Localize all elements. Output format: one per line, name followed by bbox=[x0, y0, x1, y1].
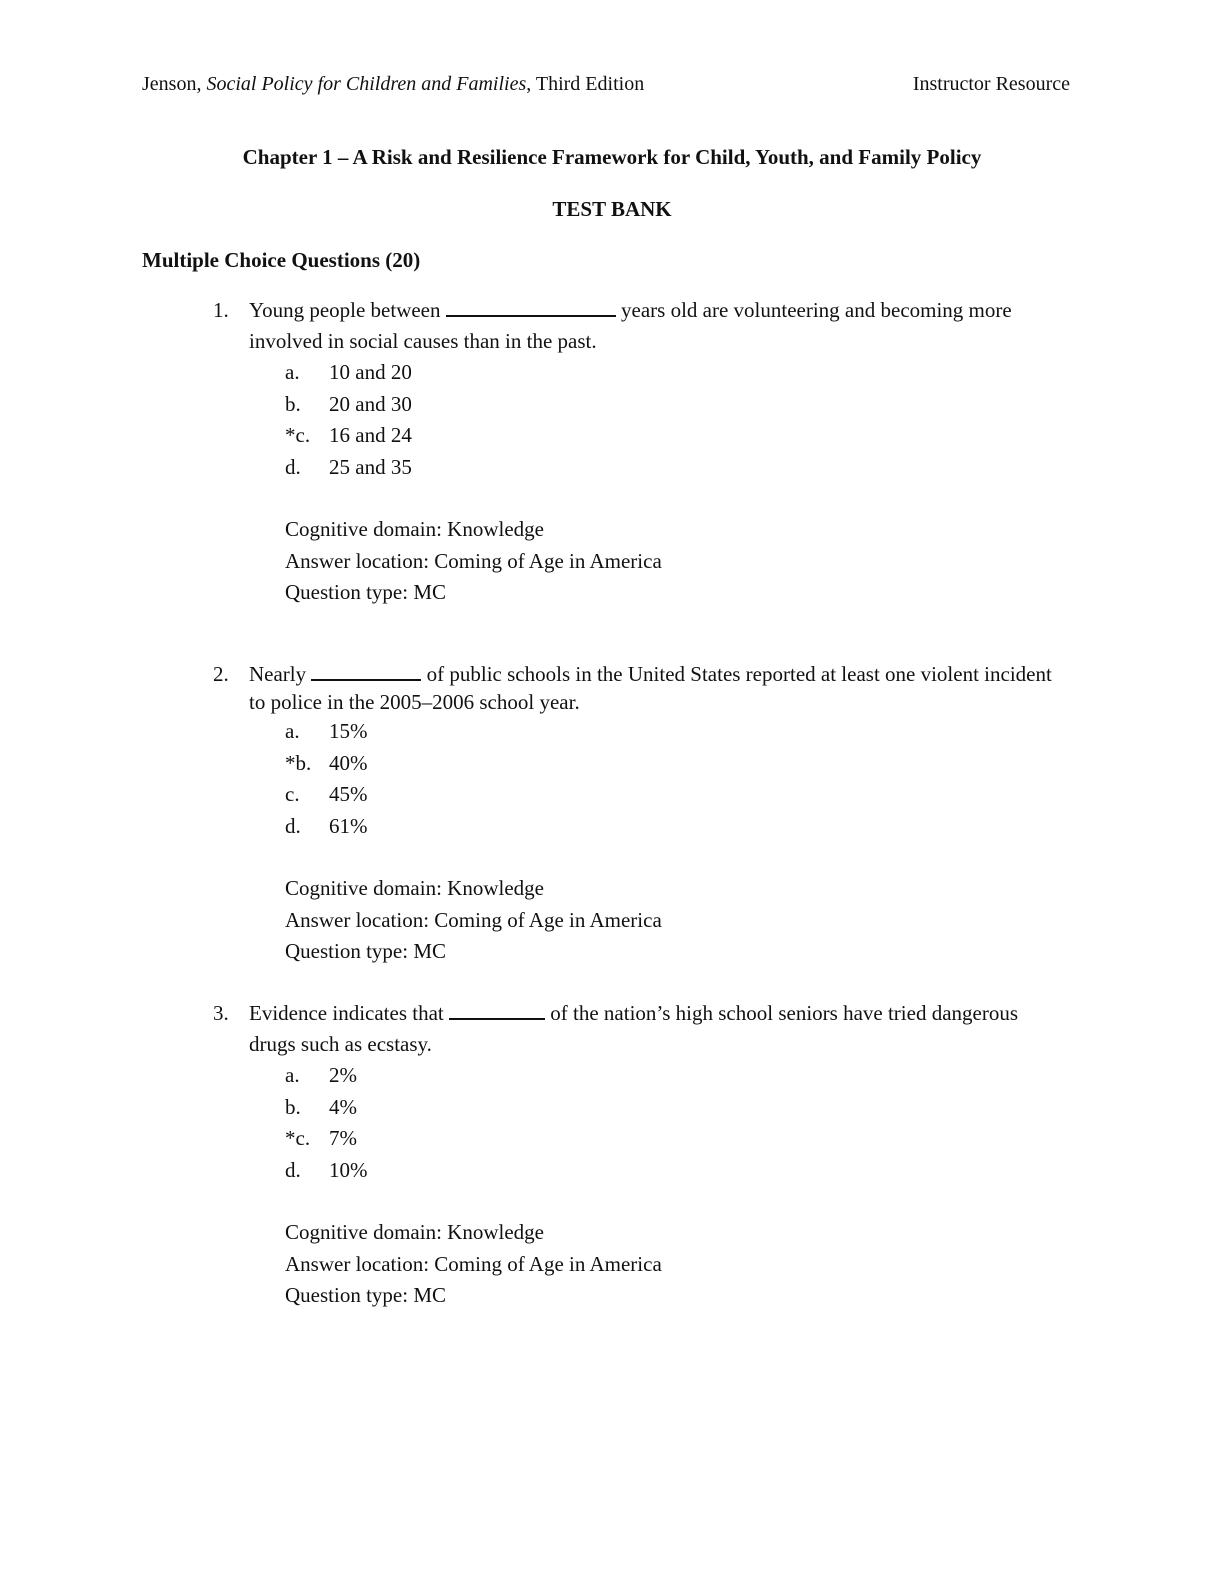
question-stem bbox=[213, 295, 1073, 357]
answer-location: Answer location: Coming of Age in America bbox=[285, 548, 662, 573]
option-text: 45% bbox=[329, 782, 368, 806]
header-right-label: Instructor Resource bbox=[912, 73, 1070, 95]
stem-before: Evidence indicates that bbox=[249, 1001, 450, 1025]
option-text: 15% bbox=[329, 719, 368, 743]
stem-before: Nearly bbox=[249, 662, 312, 686]
question-number: 2. bbox=[213, 662, 229, 686]
page-header bbox=[142, 70, 1070, 98]
question-text bbox=[249, 660, 1069, 716]
stem-before: Young people between bbox=[249, 298, 446, 322]
header-book-title: Social Policy for Children and Families bbox=[206, 73, 527, 95]
question-type: Question type: MC bbox=[285, 939, 446, 963]
question-1 bbox=[213, 295, 1073, 609]
question-metadata bbox=[285, 514, 1073, 609]
option-d bbox=[285, 452, 1073, 484]
answer-blank bbox=[449, 1002, 545, 1020]
option-d bbox=[285, 1155, 1073, 1187]
question-number: 3. bbox=[213, 1001, 229, 1025]
question-type: Question type: MC bbox=[285, 580, 446, 604]
question-text bbox=[249, 295, 1069, 357]
header-edition: , Third Edition bbox=[526, 73, 645, 95]
question-stem bbox=[213, 660, 1073, 716]
test-bank-heading: TEST BANK bbox=[552, 197, 672, 221]
stem-after: of the nation’s high school seniors have tried dangerous drugs such as ecstasy. bbox=[249, 1001, 1018, 1056]
option-text: 25 and 35 bbox=[329, 454, 412, 479]
option-letter: c. bbox=[285, 782, 300, 806]
cognitive-domain: Cognitive domain: Knowledge bbox=[285, 517, 544, 541]
question-number: 1. bbox=[213, 298, 229, 322]
option-letter: a. bbox=[285, 360, 300, 384]
chapter-title: Chapter 1 – A Risk and Resilience Framework for Child, Youth, and Family Policy bbox=[242, 145, 982, 169]
header-author: Jenson, bbox=[142, 73, 207, 95]
option-b bbox=[285, 748, 1073, 780]
question-2 bbox=[213, 660, 1073, 968]
question-type: Question type: MC bbox=[285, 1283, 446, 1307]
options-list bbox=[285, 1060, 1073, 1186]
option-letter: *c. bbox=[285, 423, 311, 447]
option-b bbox=[285, 389, 1073, 421]
cognitive-domain: Cognitive domain: Knowledge bbox=[285, 1220, 544, 1244]
cognitive-domain: Cognitive domain: Knowledge bbox=[285, 876, 544, 900]
option-letter: a. bbox=[285, 1063, 300, 1087]
question-stem bbox=[213, 998, 1073, 1060]
options-list bbox=[285, 357, 1073, 483]
option-text: 10 and 20 bbox=[329, 360, 412, 384]
answer-location: Answer location: Coming of Age in America bbox=[285, 907, 662, 932]
answer-blank bbox=[446, 299, 616, 317]
question-metadata bbox=[285, 873, 1073, 968]
option-letter: b. bbox=[285, 1094, 301, 1119]
header-citation bbox=[142, 70, 644, 98]
option-a bbox=[285, 1060, 1073, 1092]
stem-after: years old are volunteering and becoming more involved in social causes than in the past. bbox=[249, 298, 1012, 353]
option-text: 16 and 24 bbox=[329, 423, 412, 447]
option-letter: b. bbox=[285, 391, 301, 416]
option-letter: *b. bbox=[285, 750, 312, 775]
option-text: 7% bbox=[329, 1126, 357, 1150]
option-text: 40% bbox=[329, 750, 368, 775]
option-text: 2% bbox=[329, 1063, 357, 1087]
question-3 bbox=[213, 998, 1073, 1312]
question-metadata bbox=[285, 1217, 1073, 1312]
option-c bbox=[285, 779, 1073, 811]
option-letter: d. bbox=[285, 813, 301, 838]
option-a bbox=[285, 357, 1073, 389]
option-d bbox=[285, 811, 1073, 843]
option-letter: *c. bbox=[285, 1126, 311, 1150]
option-c bbox=[285, 1123, 1073, 1155]
option-text: 20 and 30 bbox=[329, 391, 412, 416]
option-letter: d. bbox=[285, 1157, 301, 1182]
option-text: 61% bbox=[329, 813, 368, 838]
answer-location: Answer location: Coming of Age in America bbox=[285, 1251, 662, 1276]
option-text: 10% bbox=[329, 1157, 368, 1182]
section-heading: Multiple Choice Questions (20) bbox=[142, 248, 421, 272]
option-letter: a. bbox=[285, 719, 300, 743]
answer-blank bbox=[311, 663, 421, 681]
option-b bbox=[285, 1092, 1073, 1124]
options-list bbox=[285, 716, 1073, 842]
option-a bbox=[285, 716, 1073, 748]
stem-after: of public schools in the United States reported at least one violent incident to police in the 2005–2006 school year. bbox=[249, 662, 1052, 714]
question-text bbox=[249, 998, 1069, 1060]
option-letter: d. bbox=[285, 454, 301, 479]
option-text: 4% bbox=[329, 1094, 357, 1119]
option-c bbox=[285, 420, 1073, 452]
